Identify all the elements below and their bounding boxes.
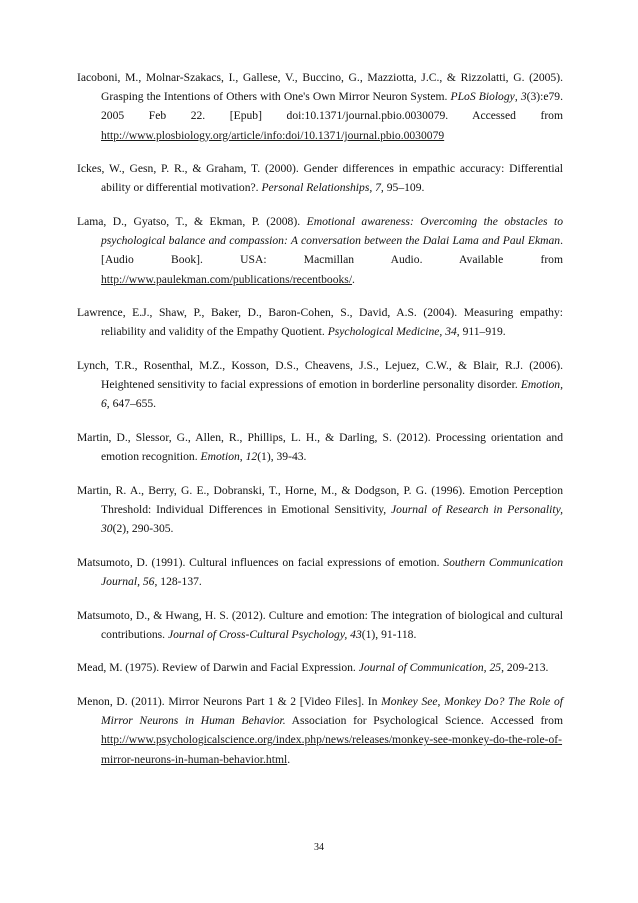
reference-italic-text: Journal of Communication, 25: [358, 661, 502, 675]
reference-text: Lama, D., Gyatso, T., & Ekman, P. (2008).: [77, 215, 307, 228]
reference-text: Lawrence, E.J., Shaw, P., Baker, D., Baron-Cohen, S., David, A.S. (2004). Measuring empathy: reliability and validity of the Empathy Quotient.: [77, 306, 563, 339]
reference-text: (3):e79. 2005 Feb 22. [Epub] doi:10.1371/journal.pbio.0030079. Accessed from: [101, 90, 563, 123]
reference-text: Martin, D., Slessor, G., Allen, R., Phillips, L. H., & Darling, S. (2012). Processing orientation and emotion recognition.: [77, 431, 563, 464]
reference-entry: [77, 553, 563, 591]
reference-entry: [77, 606, 563, 644]
reference-text: , 209-213.: [501, 661, 549, 675]
reference-text: Matsumoto, D. (1991). Cultural influences on facial expressions of emotion.: [77, 555, 444, 569]
reference-entry: [77, 212, 563, 289]
reference-entry: [77, 303, 563, 341]
reference-entry: [77, 68, 563, 145]
reference-text: ,: [239, 450, 246, 464]
reference-text: 95–109.: [383, 181, 425, 195]
reference-text: Matsumoto, D., & Hwang, H. S. (2012). Culture and emotion: The integration of biological and cultural contributions.: [77, 608, 563, 641]
reference-text: Martin, R. A., Berry, G. E., Dobranski, T., Horne, M., & Dodgson, P. G. (1996). Emotion Perception Threshold: Individual Differences in Emotional Sensitivity,: [77, 483, 563, 516]
reference-link[interactable]: http://www.psychologicalscience.org/index.php/news/releases/monkey-see-monkey-do-the-role-of-mirror-neurons-in-human-behavior.html: [101, 733, 563, 766]
reference-entry: [77, 481, 563, 539]
reference-italic-text: Southern Communication Journal, 56: [101, 555, 563, 588]
reference-entry: [77, 159, 563, 197]
reference-text: Lynch, T.R., Rosenthal, M.Z., Kosson, D.S., Cheavens, J.S., Lejuez, C.W., & Blair, R.J. (2006). Heightened sensitivity to facial expressions of emotion in borderline personality disorder.: [77, 359, 563, 392]
reference-entry: [77, 658, 563, 677]
reference-text: ,: [514, 90, 521, 104]
page-number: 34: [314, 842, 324, 853]
reference-italic-text: 3: [520, 90, 527, 104]
reference-list: [77, 68, 563, 783]
reference-text: (1), 39-43.: [257, 450, 307, 464]
reference-text: Iacoboni, M., Molnar-Szakacs, I., Gallese, V., Buccino, G., Mazziotta, J.C., & Rizzolatti, G. (2005). Grasping the Intentions of Others with One's Own Mirror Neuron System.: [77, 71, 563, 104]
reference-entry: [77, 428, 563, 466]
reference-italic-text: Emotional awareness: Overcoming the obstacles to psychological balance and compassion: A conversation between the Dalai Lama and Paul Ekman: [101, 215, 564, 248]
reference-text: . [Audio Book]. USA: Macmillan Audio. Available from: [101, 234, 563, 267]
reference-text: Mead, M. (1975). Review of Darwin and Facial Expression.: [77, 661, 359, 675]
reference-italic-text: Emotion: [200, 450, 240, 464]
reference-entry: [77, 356, 563, 414]
reference-italic-text: PLoS Biology: [450, 90, 515, 104]
reference-entry: [77, 692, 563, 769]
reference-text: .: [352, 272, 355, 286]
reference-text: Ickes, W., Gesn, P. R., & Graham, T. (2000). Gender differences in empathic accuracy: Differential ability or differential motivation?.: [77, 162, 563, 195]
reference-italic-text: Journal of Research in Personality, 30: [101, 503, 563, 536]
reference-italic-text: Emotion, 6: [101, 378, 563, 411]
reference-link[interactable]: http://www.paulekman.com/publications/recentbooks/: [101, 272, 353, 286]
reference-link[interactable]: http://www.plosbiology.org/article/info:doi/10.1371/journal.pbio.0030079: [101, 128, 445, 142]
reference-italic-text: Monkey See, Monkey Do? The Role of Mirror Neurons in Human Behavior.: [101, 694, 563, 728]
reference-text: , 647–655.: [106, 397, 157, 411]
reference-italic-text: Psychological Medicine, 34: [327, 325, 457, 339]
reference-italic-text: Personal Relationships, 7,: [261, 181, 384, 195]
reference-text: Menon, D. (2011). Mirror Neurons Part 1 & 2 [Video Files]. In: [77, 694, 382, 708]
reference-italic-text: 12: [245, 450, 258, 464]
reference-text: .: [287, 752, 291, 766]
reference-text: , 128-137.: [154, 575, 202, 588]
reference-text: , 911–919.: [456, 325, 506, 339]
reference-text: Association for Psychological Science. Accessed from: [285, 714, 563, 728]
reference-text: (1), 91-118.: [361, 627, 417, 641]
reference-italic-text: Journal of Cross-Cultural Psychology, 43: [167, 627, 362, 641]
reference-text: (2), 290-305.: [112, 522, 174, 536]
